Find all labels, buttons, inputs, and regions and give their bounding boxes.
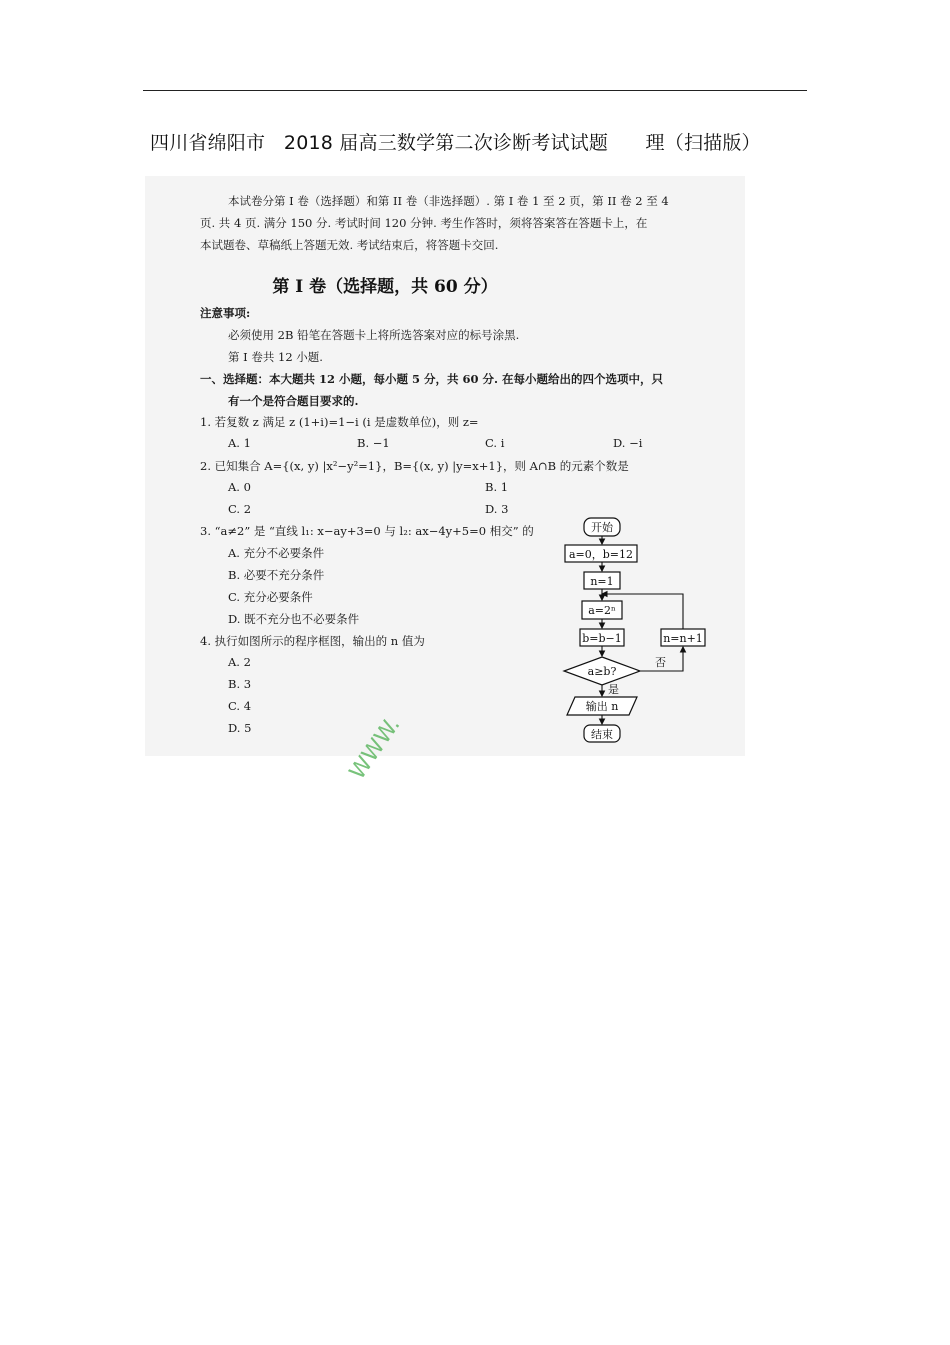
q3-option-c: C. 充分必要条件 (228, 590, 313, 604)
q2-stem: 2. 已知集合 A={(x, y) |x²−y²=1}，B={(x, y) |y=x+1}，则 A∩B 的元素个数是 (200, 459, 629, 473)
header-rule (143, 90, 807, 91)
flow-a-assign-text: a=2ⁿ (588, 604, 616, 617)
flow-decision-text: a≥b? (587, 665, 617, 678)
notes-heading: 注意事项: (200, 306, 251, 320)
flow-n-init-text: n=1 (590, 575, 614, 588)
q1-option-d: D. −i (613, 436, 643, 450)
q1-option-b: B. −1 (357, 436, 390, 450)
notes-item-1: 必须使用 2B 铅笔在答题卡上将所选答案对应的标号涂黑. (228, 328, 520, 342)
intro-line-3: 本试题卷、草稿纸上答题无效. 考试结束后，将答题卡交回. (200, 238, 499, 252)
q1-option-a: A. 1 (228, 436, 251, 450)
program-flowchart (555, 510, 725, 750)
q2-option-d: D. 3 (485, 502, 509, 516)
document-title: 四川省绵阳市 2018 届高三数学第二次诊断考试试题 理（扫描版） (150, 132, 761, 154)
q4-option-a: A. 2 (228, 655, 251, 669)
q4-option-b: B. 3 (228, 677, 252, 691)
notes-item-2: 第 I 卷共 12 小题. (228, 350, 323, 364)
q3-stem: 3. “a≠2” 是 “直线 l₁: x−ay+3=0 与 l₂: ax−4y+5=0 相交” 的 (200, 524, 534, 538)
flow-end-text: 结束 (591, 728, 613, 741)
flow-b-assign-text: b=b−1 (582, 632, 622, 645)
intro-line-2: 页. 共 4 页. 满分 150 分. 考试时间 120 分钟. 考生作答时，须将答案答在答题卡上，在 (200, 216, 648, 230)
flow-init-text: a=0，b=12 (568, 548, 634, 561)
q3-option-a: A. 充分不必要条件 (228, 546, 325, 560)
q4-stem: 4. 执行如图所示的程序框图，输出的 n 值为 (200, 634, 425, 648)
watermark-text: WWW. (345, 712, 406, 785)
q2-option-a: A. 0 (228, 480, 251, 494)
q4-option-d: D. 5 (228, 721, 252, 735)
flow-n-inc-text: n=n+1 (663, 632, 703, 645)
q1-option-c: C. i (485, 436, 505, 450)
part1-line-1: 一、选择题：本大题共 12 小题，每小题 5 分，共 60 分. 在每小题给出的四个选项中，只 (200, 372, 664, 386)
flow-output-text: 输出 n (585, 700, 619, 713)
q2-option-b: B. 1 (485, 480, 509, 494)
q3-option-d: D. 既不充分也不必要条件 (228, 612, 360, 626)
flow-no-label: 否 (655, 656, 666, 669)
section-title: 第 I 卷（选择题，共 60 分） (272, 277, 498, 297)
q2-option-c: C. 2 (228, 502, 252, 516)
q4-option-c: C. 4 (228, 699, 252, 713)
flow-start-text: 开始 (591, 521, 613, 534)
part1-line-2: 有一个是符合题目要求的. (228, 394, 359, 408)
q3-option-b: B. 必要不充分条件 (228, 568, 325, 582)
q1-stem: 1. 若复数 z 满足 z (1+i)=1−i (i 是虚数单位)，则 z= (200, 415, 479, 429)
intro-line-1: 本试卷分第 I 卷（选择题）和第 II 卷（非选择题）. 第 I 卷 1 至 2 页，第 II 卷 2 至 4 (228, 194, 669, 208)
flow-yes-label: 是 (608, 683, 619, 696)
